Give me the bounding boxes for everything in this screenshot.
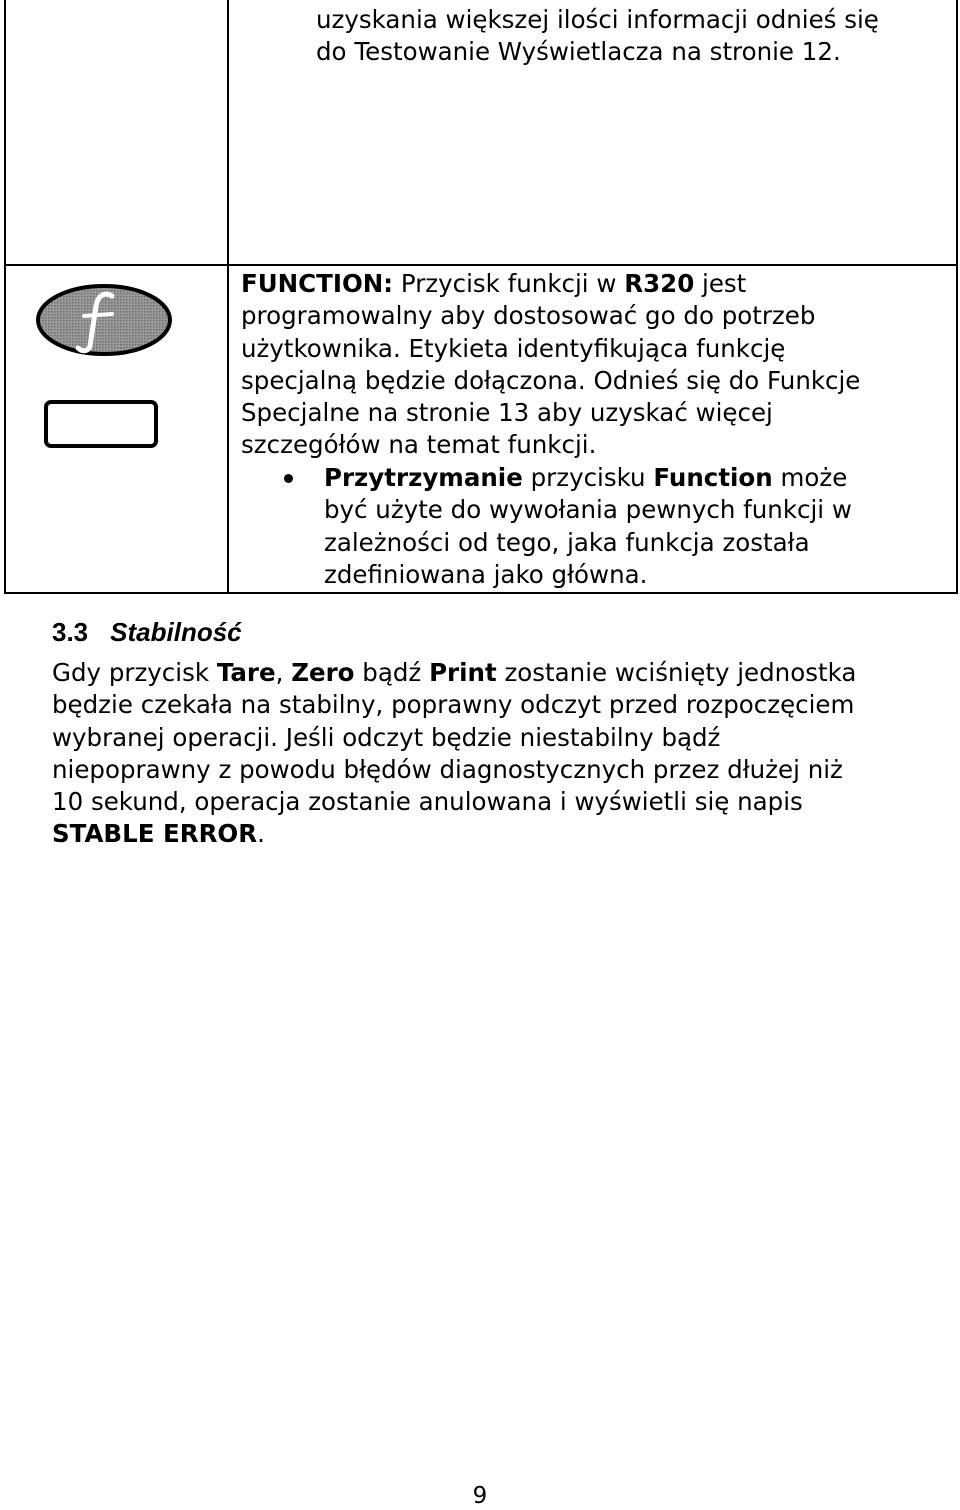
function-line-1 [241, 268, 860, 300]
stability-line-1 [52, 657, 856, 689]
zero-key-name: Zero [291, 658, 355, 687]
stability-comma: , [275, 658, 292, 687]
bullet-icon [284, 474, 293, 483]
bullet-line-3: zależności od tego, jaka funkcja została [324, 527, 810, 557]
stability-text-a: Gdy przycisk [52, 658, 217, 687]
function-line-4: specjalną będzie dołączona. Odnieś się do Funkcje [241, 365, 861, 395]
table-mid-border [227, 0, 229, 594]
bullet-text-1: przycisku [522, 463, 654, 492]
section-title: Stabilność [110, 617, 242, 647]
function-line-2: programowalny aby dostosować go do potrzeb [241, 301, 816, 331]
stability-text-b: zostanie wciśnięty jednostka [496, 658, 857, 687]
bullet-strong-2: Function [653, 463, 773, 492]
stability-paragraph [52, 657, 856, 851]
stability-line-6 [52, 818, 856, 850]
stability-line-3: wybranej operacji. Jeśli odczyt będzie niestabilny bądź [52, 722, 721, 752]
section-number: 3.3 [52, 617, 89, 647]
section-heading [52, 616, 242, 648]
stability-line-5: 10 sekund, operacja zostanie anulowana i wyświetli się napis [52, 787, 803, 817]
stability-line-2: będzie czekała na stabilny, poprawny odczyt przed rozpoczęciem [52, 690, 855, 720]
table-right-border [956, 0, 958, 594]
function-line-5: Specjalne na stronie 13 aby uzyskać więcej [241, 398, 773, 428]
page-number: 9 [472, 1483, 488, 1509]
bullet-line-1 [324, 462, 852, 494]
stability-line-4: niepoprawny z powodu błędów diagnostycznych przez dłużej niż [52, 754, 843, 784]
function-line-1-a: Przycisk funkcji w [393, 269, 625, 298]
display-test-line-1: uzyskania większej ilości informacji odnieś się [316, 5, 879, 34]
stable-error-message: STABLE ERROR [52, 819, 258, 849]
function-label: FUNCTION: [241, 269, 394, 298]
function-line-6: szczegółów na temat funkcji. [241, 430, 597, 460]
function-label-box-icon [44, 400, 158, 448]
function-bullet-item [324, 462, 852, 591]
bullet-line-4: zdefiniowana jako główna. [324, 559, 648, 589]
table-left-border [4, 0, 6, 594]
model-name: R320 [624, 269, 695, 298]
tare-key-name: Tare [216, 658, 276, 687]
display-test-text [316, 4, 879, 69]
table-bottom-border [4, 592, 958, 594]
function-key-icon [36, 284, 176, 356]
stability-text-badz: bądź [354, 658, 430, 687]
function-description [241, 268, 860, 462]
print-key-name: Print [429, 658, 497, 687]
bullet-strong-1: Przytrzymanie [324, 463, 523, 492]
table-row-divider [4, 264, 958, 266]
function-line-1-b: jest [694, 269, 747, 298]
stability-period: . [257, 819, 265, 849]
function-line-3: użytkownika. Etykieta identyfikująca funkcję [241, 333, 786, 363]
bullet-text-2: może [772, 463, 848, 492]
function-f-icon [36, 284, 176, 356]
bullet-line-2: być użyte do wywołania pewnych funkcji w [324, 495, 852, 525]
display-test-line-2: do Testowanie Wyświetlacza na stronie 12. [316, 37, 841, 67]
